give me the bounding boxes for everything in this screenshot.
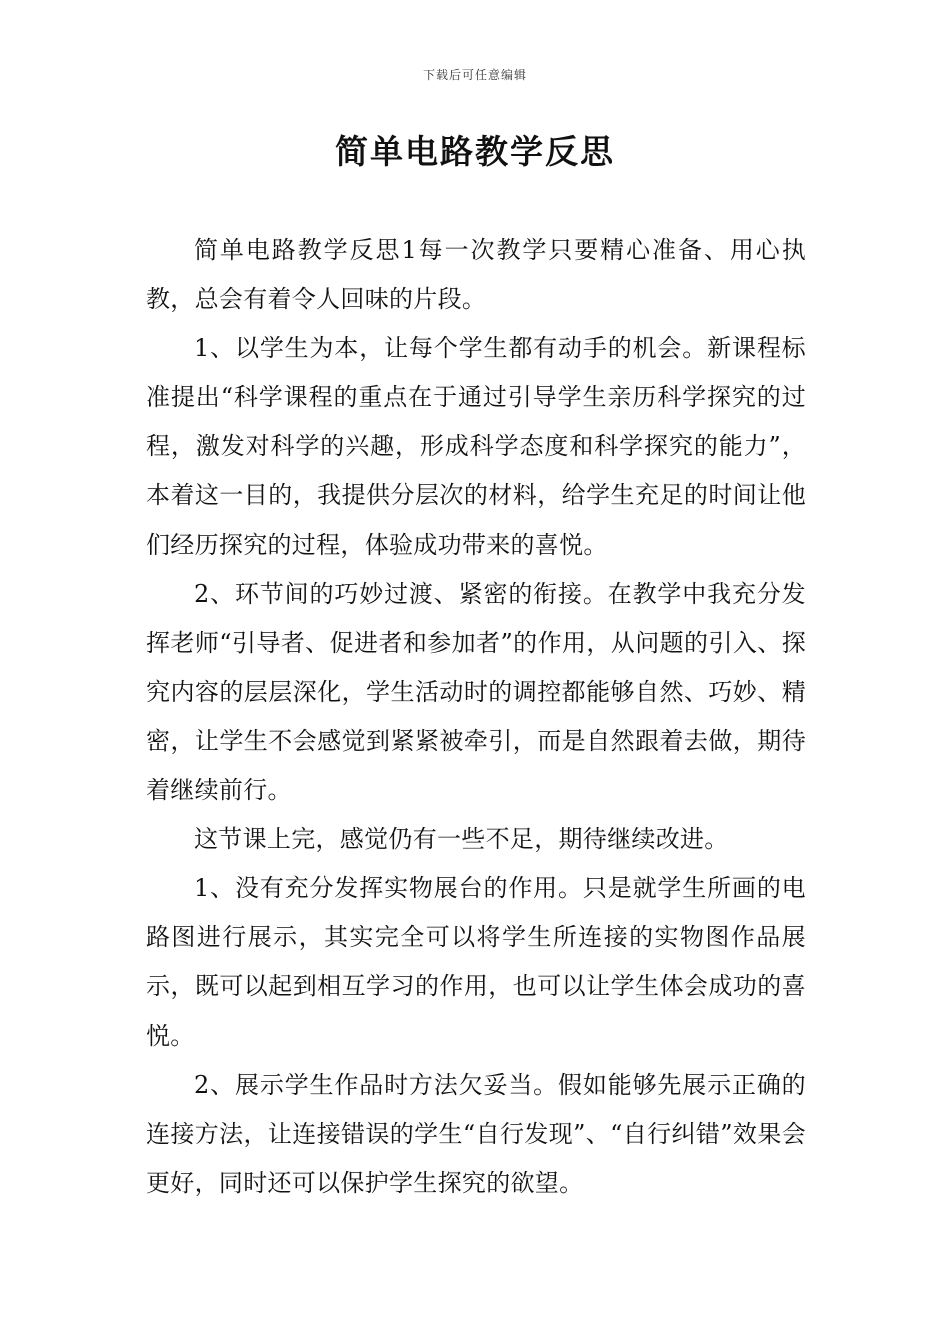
paragraph: 2、展示学生作品时方法欠妥当。假如能够先展示正确的连接方法，让连接错误的学生“自行发现”、“自行纠错”效果会更好，同时还可以保护学生探究的欲望。	[146, 1070, 806, 1197]
paragraph: 这节课上完，感觉仍有一些不足，期待继续改进。	[194, 825, 729, 854]
paragraph: 2、环节间的巧妙过渡、紧密的衔接。在教学中我充分发挥老师“引导者、促进者和参加者”的作用，从问题的引入、探究内容的层层深化，学生活动时的调控都能够自然、巧妙、精密，让学生不会感觉到紧紧被牵引，而是自然跟着去做，期待着继续前行。	[146, 579, 806, 805]
document-title: 简单电路教学反思	[335, 132, 615, 171]
paragraph: 1、以学生为本，让每个学生都有动手的机会。新课程标准提出“科学课程的重点在于通过引导学生亲历科学探究的过程，激发对科学的兴趣，形成科学态度和科学探究的能力”，本着这一目的，我提供分层次的材料，给学生充足的时间让他们经历探究的过程，体验成功带来的喜悦。	[146, 334, 806, 559]
header-note: 下载后可任意编辑	[422, 68, 527, 82]
paragraph: 简单电路教学反思1每一次教学只要精心准备、用心执教，总会有着令人回味的片段。	[146, 236, 806, 314]
document-body	[146, 226, 806, 1208]
paragraph: 1、没有充分发挥实物展台的作用。只是就学生所画的电路图进行展示，其实完全可以将学生所连接的实物图作品展示，既可以起到相互学习的作用，也可以让学生体会成功的喜悦。	[146, 874, 806, 1050]
